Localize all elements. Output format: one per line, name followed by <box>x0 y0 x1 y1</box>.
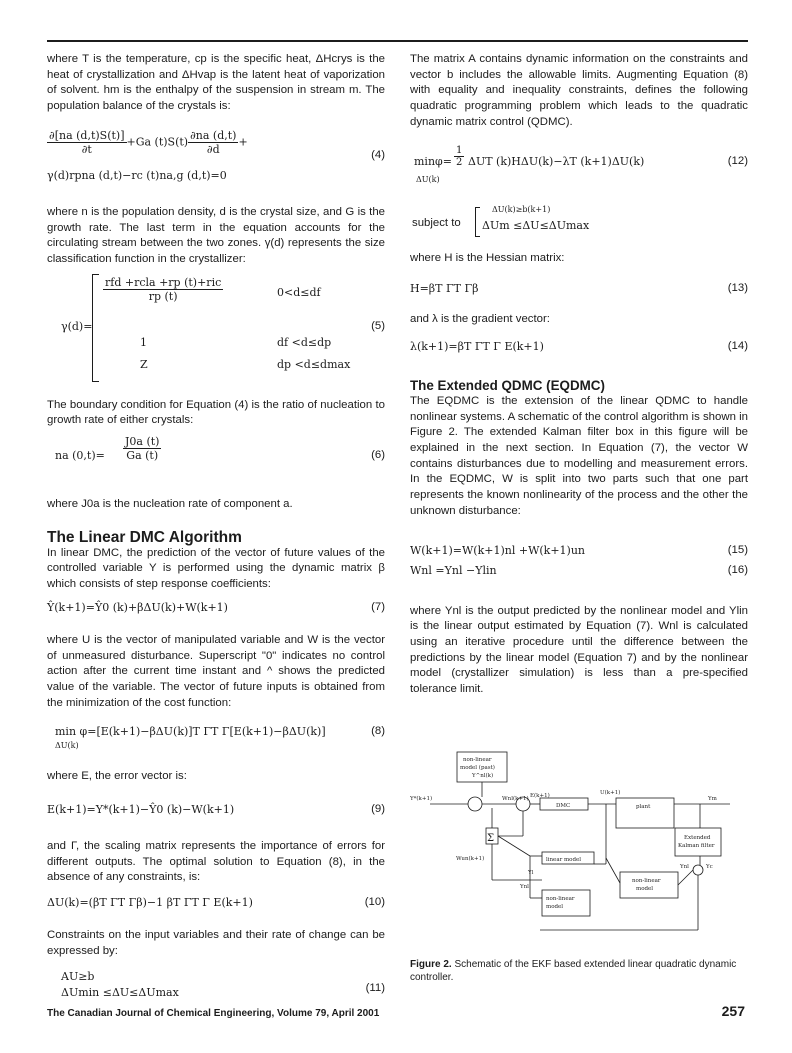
top-rule <box>47 40 748 42</box>
fig-label-wun: Wun(k+1) <box>456 856 485 862</box>
fig-label-dmc: DMC <box>556 803 571 809</box>
equation-12: minφ= $\frac{1}{2}$ ΔUT (k)HΔU(k)−λT (k+1)ΔU(k) ΔU(k) (12) <box>414 144 748 184</box>
fig-label-sigma: Σ <box>487 833 495 844</box>
left-column <box>47 52 385 1004</box>
paragraph: The EQDMC is the extension of the linear QDMC to handle nonlinear systems. A schematic of the control algorithm is shown in Figure 2. The extended Kalman filter box in this figure will be explained in the next section. In Equation (7), the vector W contains disturbances due to modelling and measurement errors. In the EQDMC, W is split into two parts such that one part represents the known nonlinearity of the process and the other the unknown disturbance: <box>410 394 748 517</box>
fig-label-linear-model: linear model <box>546 857 582 863</box>
paragraph: In linear DMC, the prediction of the vector of future values of the controlled variable Y is performed using the dynamic matrix β which consists of step response coefficients: <box>47 546 385 591</box>
fig-label-ynl-lower: Ynl <box>520 884 529 890</box>
equation-number: (11) <box>365 981 385 994</box>
fig-label-ynl: Y^nl(k) <box>472 773 494 779</box>
fig-label-ek: E(k+1) <box>530 793 550 799</box>
right-column <box>410 52 748 698</box>
page-number: 257 <box>721 1003 745 1019</box>
figure-label: Figure 2. <box>410 959 452 970</box>
equation-number: (9) <box>371 803 385 816</box>
fig-label-ystar: Y*(k+1) <box>410 796 433 802</box>
equation-15: W(k+1)=W(k+1)nl +W(k+1)un (15) <box>410 543 748 557</box>
equation-number: (10) <box>364 896 385 909</box>
section-heading: The Extended QDMC (EQDMC) <box>410 377 605 393</box>
equation-11: AU≥b ΔUmin ≤ΔU≤ΔUmax (11) <box>61 969 385 999</box>
paragraph: where Ynl is the output predicted by the nonlinear model and Ylin is the linear output estimated by Equation (7). Wnl is calculated using an iterative procedure until the difference between the predictions by the linear model (Equation 7) and by the nonlinear model (crystallizer simulation) is less than a pre-specified tolerance limit. <box>410 604 748 696</box>
fig-label-plant: plant <box>636 804 651 810</box>
fig-label-nonlinear-model2-2: model <box>546 904 564 910</box>
equation-number: (14) <box>727 339 748 352</box>
fig-label-ekf-1: Extended <box>684 835 711 841</box>
equation-number: (8) <box>371 725 385 738</box>
equation-number: (5) <box>371 319 385 332</box>
fig-label-nonlinear-past: non-linear <box>463 757 492 763</box>
equation-number: (7) <box>371 600 385 613</box>
equation-7: Ŷ(k+1)=Ŷ0 (k)+βΔU(k)+W(k+1) (7) <box>47 600 385 614</box>
fig-label-yc: Yc <box>706 864 713 870</box>
equation-13: H=βT ΓT Γβ (13) <box>410 282 748 296</box>
plant-box <box>616 798 674 828</box>
figure-2-schematic <box>410 748 748 948</box>
fig-label-nonlinear-model-1: non-linear <box>632 878 661 884</box>
equation-9: E(k+1)=Y*(k+1)−Ŷ0 (k)−W(k+1) (9) <box>47 803 385 817</box>
paragraph: and λ is the gradient vector: <box>410 313 550 326</box>
paragraph: where U is the vector of manipulated variable and W is the vector of unmeasured disturbance. Superscript "0" indicates no control action after the current time instant and ^ shows the predicted value of the variable. The vector of future inputs is obtained from the minimization of the cost function: <box>47 633 385 709</box>
journal-footer: The Canadian Journal of Chemical Engineering, Volume 79, April 2001 <box>47 1008 380 1019</box>
paragraph: and Γ, the scaling matrix represents the importance of errors for different outputs. The optimal solution to Equation (8), in the absence of any constraints, is: <box>47 840 385 884</box>
sum-junction-3 <box>693 865 703 875</box>
fig-label-ekf-2: Kalman filter <box>678 843 715 849</box>
paragraph: where E, the error vector is: <box>47 770 187 783</box>
equation-number: (13) <box>727 282 748 295</box>
brace <box>475 207 480 237</box>
equation-16: Wnl =Ynl −Ylin (16) <box>410 563 748 577</box>
fig-label-ynl-right: Ynl <box>680 864 689 870</box>
nonlinear-model2-box <box>542 890 590 916</box>
equation-8: min φ=[E(k+1)−βΔU(k)]T ΓT Γ[E(k+1)−βΔU(k)] ΔU(k) (8) <box>55 725 385 751</box>
brace <box>92 274 99 382</box>
equation-10: ΔU(k)=(βT ΓT Γβ)−1 βT ΓT Γ E(k+1) (10) <box>47 896 385 910</box>
ekf-box <box>675 828 721 856</box>
paragraph: where J0a is the nucleation rate of component a. <box>47 498 293 511</box>
equation-6: na (0,t)= $\frac{J0a (t)}{Ga (t)}$ (6) <box>55 435 385 463</box>
nonlinear-model-box <box>620 872 678 898</box>
fig-label-ym: Ym <box>708 796 717 802</box>
paragraph: The boundary condition for Equation (4) is the ratio of nucleation to growth rate of either crystals: <box>47 398 385 427</box>
fig-label-yl: Yl <box>528 870 534 876</box>
equation-4: $\frac{\partial[na (d,t)S(t)]}{\partial t}$ +Ga (t)S(t) $\frac{\partial na (d,t)}{\partial d}$ + γ(d)rpna (d,t)−rc (t)na,g (d,t)=0 (4) <box>47 128 385 182</box>
fig-label-nonlinear-model2-1: non-linear <box>546 896 575 902</box>
fig-label-model-past: model (past) <box>460 765 495 771</box>
section-heading: The Linear DMC Algorithm <box>47 528 242 546</box>
equation-number: (6) <box>371 449 385 462</box>
paragraph: where n is the population density, d is the crystal size, and G is the growth rate. The last term in the equation accounts for the circulating stream between the two zones. γ(d) represents the size classification function in the crystallizer: <box>47 205 385 265</box>
equation-number: (15) <box>727 543 748 556</box>
fig-label-wnl: Wnl(k+1) <box>502 796 529 802</box>
figure-caption-text: Schematic of the EKF based extended linear quadratic dynamic controller. <box>410 959 737 983</box>
fig-label-nonlinear-model-2: model <box>636 886 654 892</box>
paragraph: where T is the temperature, cp is the specific heat, ΔHcrys is the heat of crystallization and ΔHvap is the latent heat of vaporization of solvent. hm is the enthalpy of the suspension in stream m. The population balance of the crystals is: <box>47 53 385 113</box>
equation-5: γ(d)= rfd +rcla +rp (t)+ric rp (t) 0<d≤df 1 df <d≤dp Z dp <d≤dmax (5) <box>47 274 385 384</box>
paragraph: The matrix A contains dynamic information on the constraints and vector b includes the allowable limits. Augmenting Equation (8) with equality and inequality constraints, defines the following quadratic programming problem which leads to the quadratic dynamic matrix control (QDMC). <box>410 53 748 128</box>
paragraph: Constraints on the input variables and their rate of change can be expressed by: <box>47 929 385 957</box>
equation-number: (12) <box>727 154 748 167</box>
equation-14: λ(k+1)=βT ΓT Γ E(k+1) (14) <box>410 339 748 353</box>
equation-number: (16) <box>727 563 748 576</box>
fig-label-uk: U(k+1) <box>600 790 621 796</box>
sum-junction-1 <box>468 797 482 811</box>
figure-caption <box>410 958 748 984</box>
paragraph: where H is the Hessian matrix: <box>410 251 565 264</box>
constraints: subject to ΔU(k)≥b(k+1) ΔUm ≤ΔU≤ΔUmax <box>410 205 748 239</box>
equation-number: (4) <box>371 148 385 161</box>
